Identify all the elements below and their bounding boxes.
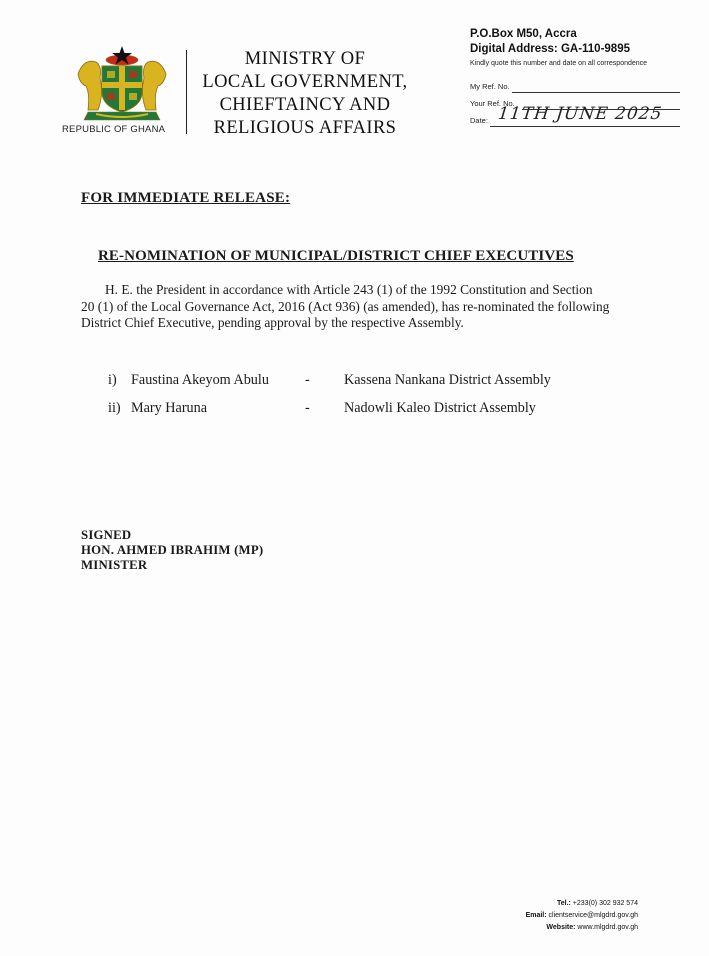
your-ref-label: Your Ref. No. <box>470 99 515 108</box>
date-line <box>490 126 680 127</box>
my-ref-label: My Ref. No. <box>470 82 510 91</box>
paragraph-line-2: 20 (1) of the Local Governance Act, 2016 (Act 936) (as amended), has re-nominated the following <box>81 298 610 314</box>
ministry-name <box>194 48 416 140</box>
announcement-paragraph <box>81 282 641 332</box>
signed-label: SIGNED <box>81 528 132 542</box>
website-value: www.mlgdrd.gov.gh <box>577 924 638 931</box>
nominee-1-index: i) <box>108 372 117 388</box>
nominee-1-dash: - <box>305 372 310 388</box>
po-box: P.O.Box M50, Accra <box>470 28 577 40</box>
nominee-2-index: ii) <box>108 400 121 416</box>
digital-address: Digital Address: GA-110-9895 <box>470 43 630 55</box>
contact-block <box>470 27 685 67</box>
email-value: clientservice@mlgdrd.gov.gh <box>548 912 638 919</box>
handwritten-date: 11TH JUNE 2025 <box>496 104 664 124</box>
footer-contact <box>526 898 638 934</box>
paragraph-line-1: H. E. the President in accordance with Article 243 (1) of the 1992 Constitution and Section <box>105 282 593 297</box>
my-ref-line <box>512 92 680 93</box>
release-heading: FOR IMMEDIATE RELEASE: <box>81 190 291 206</box>
nominee-1-name: Faustina Akeyom Abulu <box>131 372 269 388</box>
ministry-line-1: MINISTRY OF <box>244 49 366 69</box>
nominee-1-assembly: Kassena Nankana District Assembly <box>344 372 551 388</box>
subject-heading: RE-NOMINATION OF MUNICIPAL/DISTRICT CHIEF EXECUTIVES <box>98 248 574 264</box>
signatory-title: MINISTER <box>81 558 148 572</box>
letterhead-divider <box>186 50 187 134</box>
email-label: Email: <box>525 912 547 919</box>
tel-value: +233(0) 302 932 574 <box>572 900 638 907</box>
signatory-name: HON. AHMED IBRAHIM (MP) <box>81 543 264 557</box>
ghana-coat-of-arms-icon <box>74 44 170 124</box>
nominee-2-dash: - <box>305 400 310 416</box>
quote-note: Kindly quote this number and date on all correspondence <box>470 60 648 67</box>
paragraph-line-3: District Chief Executive, pending approval by the respective Assembly. <box>81 315 464 330</box>
republic-of-ghana-label: REPUBLIC OF GHANA <box>62 124 166 135</box>
date-label: Date: <box>470 116 488 125</box>
nominee-2-name: Mary Haruna <box>131 400 208 416</box>
website-label: Website: <box>546 924 576 931</box>
tel-label: Tel.: <box>556 900 571 907</box>
nominee-2-assembly: Nadowli Kaleo District Assembly <box>344 400 536 416</box>
my-ref-row <box>470 82 680 94</box>
ministry-line-2: LOCAL GOVERNMENT, <box>202 72 408 92</box>
ministry-line-3: CHIEFTAINCY AND <box>219 95 391 115</box>
ministry-line-4: RELIGIOUS AFFAIRS <box>213 118 397 138</box>
